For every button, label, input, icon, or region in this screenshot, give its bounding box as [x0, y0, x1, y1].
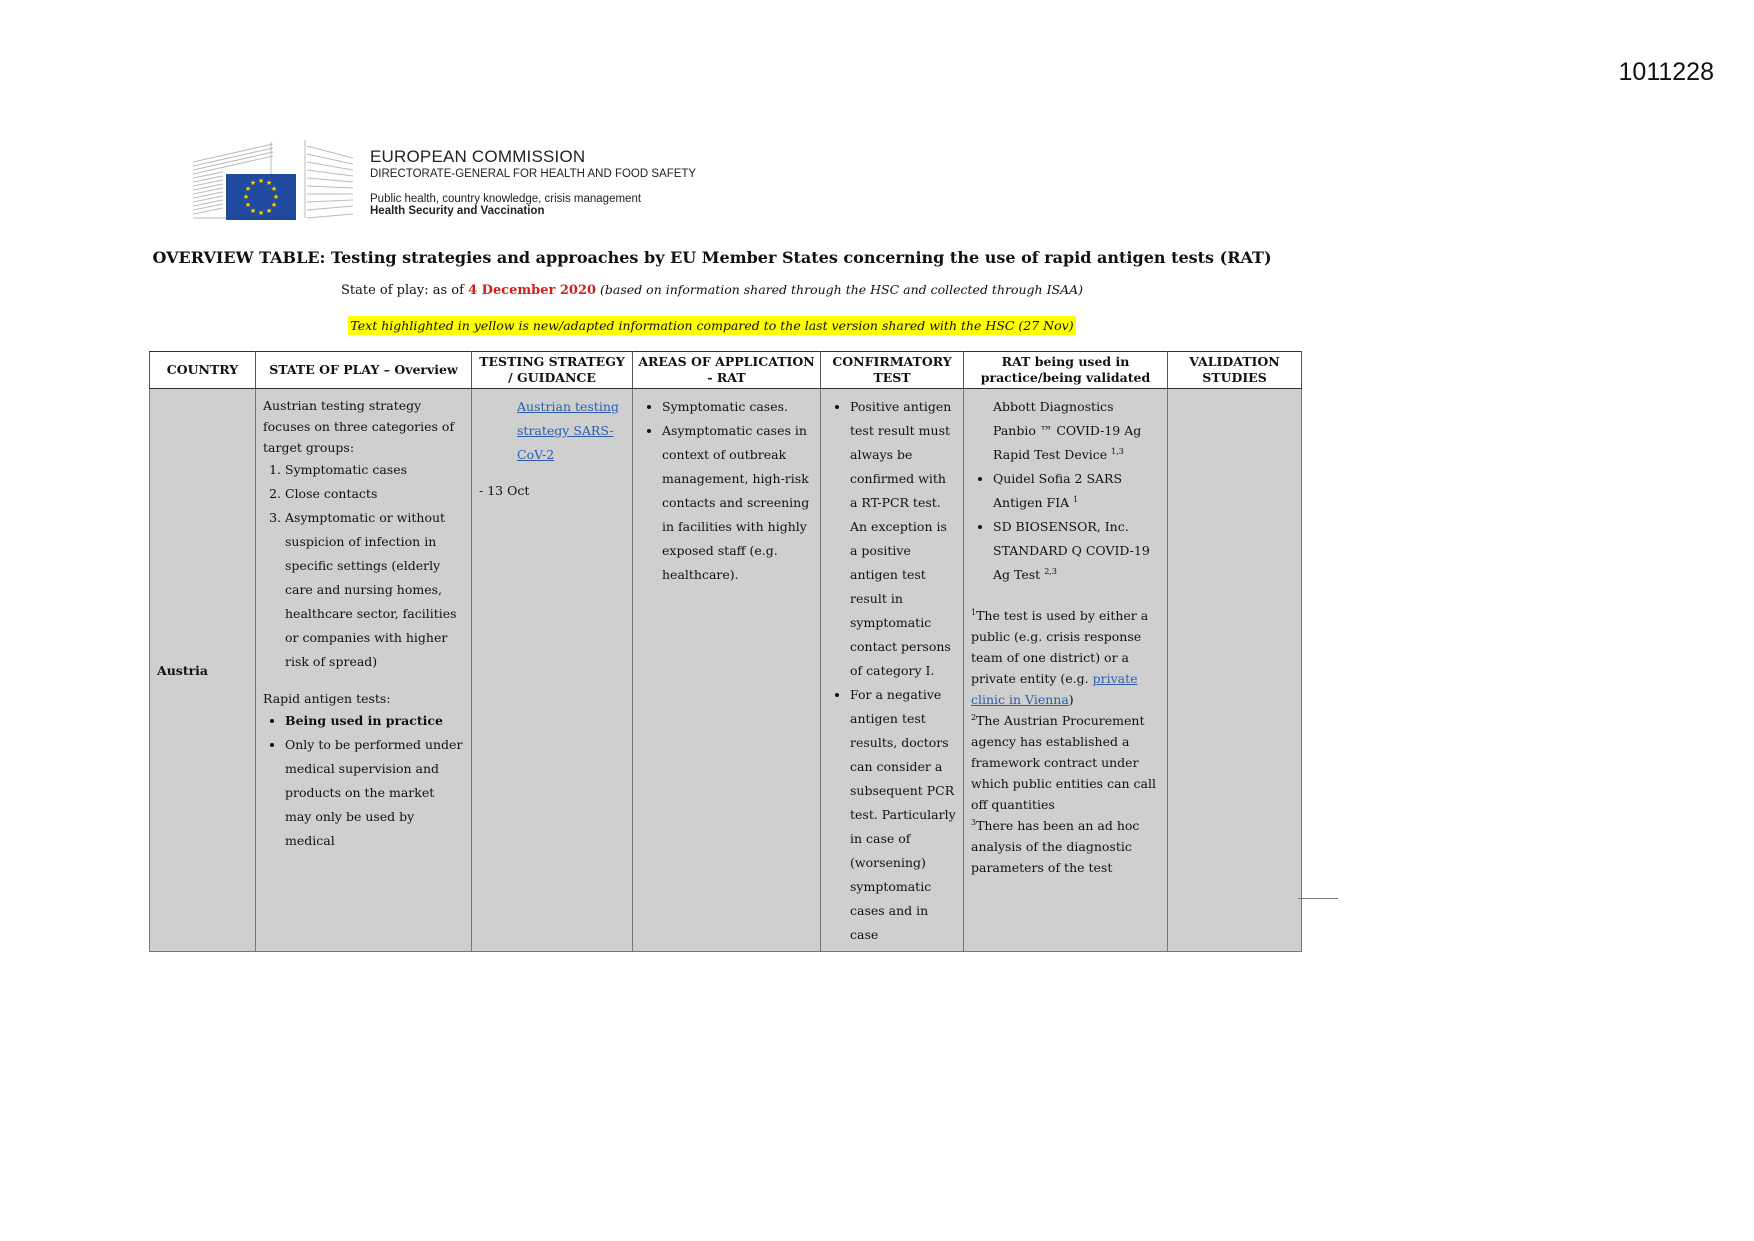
- overview-intro: Austrian testing strategy focuses on three categories of target groups:: [263, 398, 455, 455]
- list-item: • Only to be performed under medical supervision and products on the market may only be used by medical: [285, 733, 464, 853]
- commission-header: [370, 147, 696, 217]
- svg-text:★: ★: [257, 177, 265, 185]
- overview-table: [149, 351, 1302, 952]
- rat-used-cell: [964, 389, 1168, 952]
- footnote-1-end: ): [1068, 692, 1074, 707]
- header-validation-studies: VALIDATION STUDIES: [1168, 352, 1302, 389]
- org-name: EUROPEAN COMMISSION: [370, 147, 586, 166]
- header-testing-strategy: TESTING STRATEGY / GUIDANCE: [472, 352, 633, 389]
- validation-cell: [1168, 389, 1302, 952]
- strategy-date: - 13 Oct: [479, 483, 530, 498]
- rat-list: [263, 709, 464, 853]
- overview-cell: [256, 389, 472, 952]
- rat-product-name: SD BIOSENSOR, Inc. STANDARD Q COVID-19 Ag Test: [993, 519, 1150, 582]
- footnote-2-text: The Austrian Procurement agency has established a framework contract under which public entities can call off quantities: [971, 713, 1156, 812]
- list-item: [993, 515, 1160, 587]
- header-rat-used: RAT being used in practice/being validated: [964, 352, 1168, 389]
- european-commission-logo: [193, 138, 353, 222]
- confirmatory-list: [828, 395, 956, 947]
- list-item: 3. Asymptomatic or without suspicion of infection in specific settings (elderly care and nursing homes, healthcare sector, facilities or companies with higher risk of spread): [285, 506, 464, 674]
- state-of-play: [0, 282, 1424, 298]
- state-prefix: State of play: as of: [340, 283, 469, 298]
- svg-text:★: ★: [249, 179, 257, 187]
- footnote-3-text: There has been an ad hoc analysis of the diagnostic parameters of the test: [971, 818, 1140, 875]
- header-confirmatory-test: CONFIRMATORY TEST: [821, 352, 964, 389]
- unit-line-1: Public health, country knowledge, crisis management: [370, 193, 642, 205]
- highlight-note: Text highlighted in yellow is new/adapted information compared to the last version shared with the HSC (27 Nov): [350, 318, 1074, 333]
- svg-text:★: ★: [270, 185, 278, 193]
- list-item: • For a negative antigen test results, doctors can consider a subsequent PCR test. Particularly in case of (worsening) symptomatic cases and in case: [850, 683, 956, 947]
- svg-text:★: ★: [270, 201, 278, 209]
- list-item: • Being used in practice: [285, 709, 464, 733]
- footnote-3-mark: 3: [971, 817, 977, 827]
- footnote-1-text: The test is used by either a public (e.g. crisis response team of one district) or a private entity (e.g.: [971, 608, 1149, 686]
- document-id: 1011228: [1618, 58, 1714, 86]
- svg-text:★: ★: [249, 207, 257, 215]
- strategy-cell: [472, 389, 633, 952]
- header-areas-of-application: AREAS OF APPLICATION - RAT: [633, 352, 821, 389]
- dg-name: DIRECTORATE-GENERAL FOR HEALTH AND FOOD SAFETY: [370, 168, 697, 180]
- state-date: 4 December 2020: [468, 283, 597, 298]
- list-item: 2. Close contacts: [285, 482, 464, 506]
- table-row: [150, 389, 1302, 952]
- list-item: [993, 467, 1160, 515]
- target-groups-list: [263, 458, 464, 674]
- confirmatory-cell: [821, 389, 964, 952]
- svg-text:★: ★: [244, 185, 252, 193]
- header-state-of-play: STATE OF PLAY – Overview: [256, 352, 472, 389]
- rat-product-name: Quidel Sofia 2 SARS Antigen FIA: [993, 471, 1123, 510]
- rat-products-list: [971, 467, 1160, 587]
- svg-text:★: ★: [265, 179, 273, 187]
- rat-label: Rapid antigen tests:: [263, 691, 391, 706]
- rat-first-sup: 1,3: [1111, 446, 1124, 456]
- unit-line-2: Health Security and Vaccination: [370, 205, 545, 217]
- footnote-1: [971, 605, 1160, 710]
- page-title: OVERVIEW TABLE: Testing strategies and approaches by EU Member States concerning the use of rapid antigen tests (RAT): [152, 248, 1272, 267]
- highlight-note-line: [0, 315, 1424, 334]
- rat-product-sup: 1: [1073, 494, 1079, 504]
- rat-first-name: Abbott Diagnostics Panbio ™ COVID-19 Ag Rapid Test Device: [993, 399, 1142, 462]
- list-item: • Asymptomatic cases in context of outbreak management, high-risk contacts and screening in facilities with highly exposed staff (e.g. healthcare).: [662, 419, 813, 587]
- areas-list: [640, 395, 813, 587]
- svg-text:★: ★: [242, 193, 250, 201]
- list-item: • Symptomatic cases.: [662, 395, 813, 419]
- table-header-row: [150, 352, 1302, 389]
- areas-cell: [633, 389, 821, 952]
- header-country: COUNTRY: [150, 352, 256, 389]
- footnote-3: [971, 815, 1160, 878]
- svg-text:★: ★: [244, 201, 252, 209]
- svg-text:★: ★: [265, 207, 273, 215]
- svg-text:★: ★: [257, 209, 265, 217]
- private-clinic-link[interactable]: private clinic in Vienna: [971, 671, 1138, 707]
- strategy-link[interactable]: Austrian testing strategy SARS-CoV-2: [517, 399, 619, 462]
- list-item: 1. Symptomatic cases: [285, 458, 464, 482]
- svg-text:★: ★: [272, 193, 280, 201]
- country-cell: Austria: [150, 389, 256, 952]
- footnote-1-mark: 1: [971, 607, 977, 617]
- list-item: • Positive antigen test result must always be confirmed with a RT-PCR test. An exception is a positive antigen test result in symptomatic contact persons of category I.: [850, 395, 956, 683]
- rat-first-item: [971, 395, 1160, 467]
- rat-product-sup: 2,3: [1044, 566, 1057, 576]
- footnote-2-mark: 2: [971, 712, 977, 722]
- table-trailing-rule: [1298, 898, 1338, 899]
- state-note: (based on information shared through the HSC and collected through ISAA): [596, 282, 1084, 297]
- footnote-2: [971, 710, 1160, 815]
